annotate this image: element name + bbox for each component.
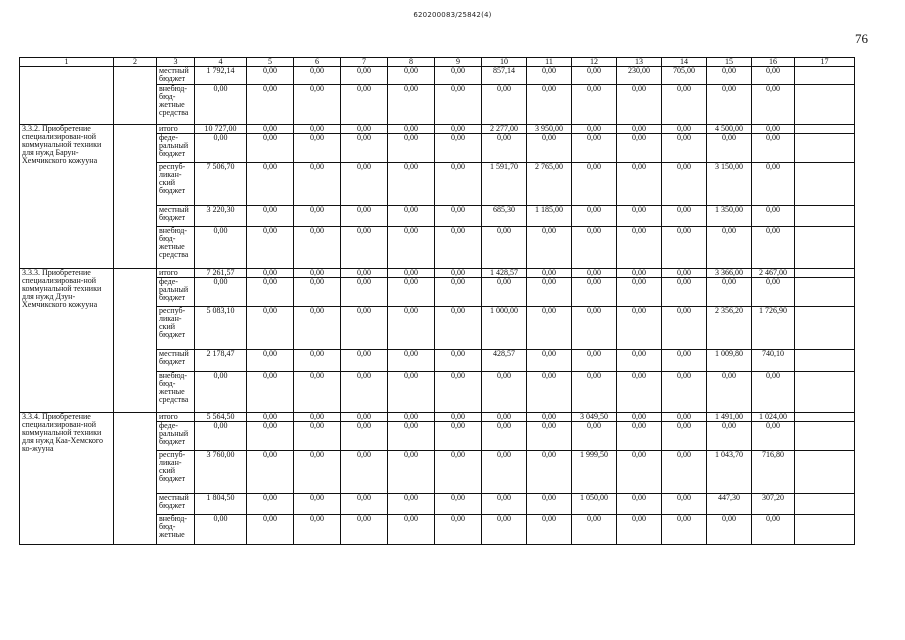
amount-cell: 0,00 — [572, 125, 617, 134]
column-number: 12 — [572, 58, 617, 67]
amount-cell: 0,00 — [294, 269, 341, 278]
column-number: 9 — [435, 58, 482, 67]
amount-cell: 0,00 — [341, 67, 388, 85]
funding-source-cell: итого — [157, 125, 195, 134]
notes-cell — [795, 372, 855, 413]
amount-cell: 0,00 — [341, 206, 388, 227]
notes-cell — [795, 494, 855, 515]
amount-cell: 0,00 — [482, 227, 527, 269]
amount-cell: 0,00 — [482, 372, 527, 413]
funding-source-cell: итого — [157, 413, 195, 422]
amount-cell: 0,00 — [482, 134, 527, 163]
amount-cell: 0,00 — [617, 125, 662, 134]
amount-cell: 0,00 — [527, 134, 572, 163]
amount-cell: 0,00 — [572, 278, 617, 307]
amount-cell: 0,00 — [527, 350, 572, 372]
amount-cell: 0,00 — [617, 372, 662, 413]
amount-cell: 0,00 — [617, 269, 662, 278]
amount-cell: 0,00 — [195, 227, 247, 269]
amount-cell: 0,00 — [662, 494, 707, 515]
amount-cell: 0,00 — [435, 134, 482, 163]
page-number: 76 — [855, 31, 868, 46]
amount-cell: 0,00 — [617, 85, 662, 125]
amount-cell: 0,00 — [294, 227, 341, 269]
notes-cell — [795, 413, 855, 422]
notes-cell — [795, 227, 855, 269]
amount-cell: 0,00 — [388, 451, 435, 494]
executor-cell — [114, 67, 157, 125]
amount-cell: 1 591,70 — [482, 163, 527, 206]
amount-cell: 0,00 — [662, 269, 707, 278]
amount-cell: 1 804,50 — [195, 494, 247, 515]
column-number: 16 — [752, 58, 795, 67]
amount-cell: 0,00 — [435, 413, 482, 422]
amount-cell: 0,00 — [527, 307, 572, 350]
amount-cell: 0,00 — [752, 163, 795, 206]
amount-cell: 0,00 — [294, 125, 341, 134]
amount-cell: 0,00 — [617, 206, 662, 227]
amount-cell: 2 356,20 — [707, 307, 752, 350]
amount-cell: 0,00 — [341, 515, 388, 545]
amount-cell: 0,00 — [247, 134, 294, 163]
notes-cell — [795, 67, 855, 85]
notes-cell — [795, 307, 855, 350]
funding-source-cell: местный бюджет — [157, 350, 195, 372]
funding-source-cell: респуб-ликан-ский бюджет — [157, 451, 195, 494]
amount-cell: 0,00 — [707, 134, 752, 163]
amount-cell: 0,00 — [572, 372, 617, 413]
amount-cell: 0,00 — [572, 85, 617, 125]
amount-cell: 0,00 — [388, 278, 435, 307]
amount-cell: 447,30 — [707, 494, 752, 515]
amount-cell: 1 009,80 — [707, 350, 752, 372]
amount-cell: 0,00 — [435, 515, 482, 545]
amount-cell: 0,00 — [752, 515, 795, 545]
amount-cell: 307,20 — [752, 494, 795, 515]
table-row — [20, 67, 855, 85]
amount-cell: 0,00 — [572, 515, 617, 545]
amount-cell: 0,00 — [388, 307, 435, 350]
amount-cell: 0,00 — [482, 85, 527, 125]
amount-cell: 0,00 — [527, 67, 572, 85]
amount-cell: 0,00 — [388, 413, 435, 422]
column-number: 2 — [114, 58, 157, 67]
amount-cell: 0,00 — [435, 422, 482, 451]
amount-cell: 0,00 — [294, 67, 341, 85]
activity-name-cell: 3.3.4. Приобретение специализирован-ной коммунальной техники для нужд Каа-Хемского ко-жууна — [20, 413, 114, 545]
budget-table — [19, 57, 855, 545]
amount-cell: 0,00 — [294, 134, 341, 163]
amount-cell: 0,00 — [662, 372, 707, 413]
amount-cell: 0,00 — [388, 85, 435, 125]
amount-cell: 0,00 — [752, 134, 795, 163]
column-number: 4 — [195, 58, 247, 67]
amount-cell: 0,00 — [435, 163, 482, 206]
amount-cell: 0,00 — [247, 350, 294, 372]
amount-cell: 0,00 — [247, 67, 294, 85]
amount-cell: 0,00 — [617, 350, 662, 372]
amount-cell: 0,00 — [388, 515, 435, 545]
amount-cell: 0,00 — [527, 85, 572, 125]
amount-cell: 0,00 — [388, 372, 435, 413]
amount-cell: 0,00 — [662, 227, 707, 269]
amount-cell: 0,00 — [752, 67, 795, 85]
funding-source-cell: внебюд-бюд-жетные средства — [157, 372, 195, 413]
amount-cell: 0,00 — [435, 494, 482, 515]
amount-cell: 3 220,30 — [195, 206, 247, 227]
amount-cell: 0,00 — [247, 494, 294, 515]
amount-cell: 3 366,00 — [707, 269, 752, 278]
funding-source-cell: феде-ральный бюджет — [157, 422, 195, 451]
amount-cell: 0,00 — [617, 494, 662, 515]
notes-cell — [795, 125, 855, 134]
amount-cell: 1 428,57 — [482, 269, 527, 278]
amount-cell: 0,00 — [341, 372, 388, 413]
amount-cell: 0,00 — [527, 413, 572, 422]
amount-cell: 0,00 — [247, 163, 294, 206]
amount-cell: 0,00 — [707, 278, 752, 307]
activity-name-cell — [20, 67, 114, 125]
amount-cell: 10 727,00 — [195, 125, 247, 134]
amount-cell: 0,00 — [707, 422, 752, 451]
amount-cell: 716,80 — [752, 451, 795, 494]
amount-cell: 0,00 — [707, 67, 752, 85]
column-number: 15 — [707, 58, 752, 67]
amount-cell: 0,00 — [527, 372, 572, 413]
amount-cell: 0,00 — [341, 227, 388, 269]
amount-cell: 740,10 — [752, 350, 795, 372]
amount-cell: 0,00 — [707, 515, 752, 545]
amount-cell: 0,00 — [662, 134, 707, 163]
amount-cell: 0,00 — [294, 413, 341, 422]
amount-cell: 1 350,00 — [707, 206, 752, 227]
amount-cell: 1 792,14 — [195, 67, 247, 85]
amount-cell: 0,00 — [294, 451, 341, 494]
amount-cell: 0,00 — [388, 350, 435, 372]
amount-cell: 0,00 — [341, 413, 388, 422]
amount-cell: 0,00 — [247, 372, 294, 413]
amount-cell: 428,57 — [482, 350, 527, 372]
amount-cell: 0,00 — [572, 269, 617, 278]
amount-cell: 1 999,50 — [572, 451, 617, 494]
amount-cell: 0,00 — [341, 134, 388, 163]
funding-source-cell: респуб-ликан-ский бюджет — [157, 307, 195, 350]
amount-cell: 0,00 — [482, 494, 527, 515]
funding-source-cell: внебюд-бюд-жетные средства — [157, 85, 195, 125]
funding-source-cell: итого — [157, 269, 195, 278]
amount-cell: 0,00 — [707, 227, 752, 269]
amount-cell: 0,00 — [388, 134, 435, 163]
amount-cell: 0,00 — [294, 422, 341, 451]
amount-cell: 7 261,57 — [195, 269, 247, 278]
amount-cell: 0,00 — [435, 372, 482, 413]
amount-cell: 0,00 — [482, 413, 527, 422]
amount-cell: 0,00 — [617, 278, 662, 307]
funding-source-cell: внебюд-бюд-жетные — [157, 515, 195, 545]
amount-cell: 1 043,70 — [707, 451, 752, 494]
amount-cell: 0,00 — [195, 515, 247, 545]
amount-cell: 1 491,00 — [707, 413, 752, 422]
amount-cell: 3 150,00 — [707, 163, 752, 206]
amount-cell: 0,00 — [341, 278, 388, 307]
column-number: 1 — [20, 58, 114, 67]
notes-cell — [795, 163, 855, 206]
amount-cell: 0,00 — [388, 227, 435, 269]
amount-cell: 0,00 — [617, 227, 662, 269]
amount-cell: 0,00 — [195, 134, 247, 163]
amount-cell: 0,00 — [572, 422, 617, 451]
amount-cell: 0,00 — [435, 278, 482, 307]
funding-source-cell: респуб-ликан-ский бюджет — [157, 163, 195, 206]
amount-cell: 0,00 — [752, 372, 795, 413]
amount-cell: 0,00 — [527, 494, 572, 515]
amount-cell: 0,00 — [341, 307, 388, 350]
amount-cell: 0,00 — [662, 413, 707, 422]
amount-cell: 7 506,70 — [195, 163, 247, 206]
activity-name-cell: 3.3.3. Приобретение специализирован-ной коммунальной техники для нужд Дзун-Хемчикского кожууна — [20, 269, 114, 413]
amount-cell: 0,00 — [247, 413, 294, 422]
amount-cell: 0,00 — [294, 163, 341, 206]
notes-cell — [795, 422, 855, 451]
amount-cell: 0,00 — [195, 372, 247, 413]
amount-cell: 0,00 — [294, 278, 341, 307]
amount-cell: 0,00 — [247, 85, 294, 125]
amount-cell: 0,00 — [341, 350, 388, 372]
amount-cell: 0,00 — [752, 227, 795, 269]
column-number: 3 — [157, 58, 195, 67]
amount-cell: 0,00 — [662, 515, 707, 545]
amount-cell: 0,00 — [195, 422, 247, 451]
amount-cell: 0,00 — [247, 125, 294, 134]
amount-cell: 705,00 — [662, 67, 707, 85]
column-number: 11 — [527, 58, 572, 67]
amount-cell: 1 000,00 — [482, 307, 527, 350]
amount-cell: 0,00 — [435, 269, 482, 278]
amount-cell: 0,00 — [662, 163, 707, 206]
document-id: 620200083/25842(4) — [413, 11, 492, 19]
amount-cell: 4 500,00 — [707, 125, 752, 134]
amount-cell: 0,00 — [617, 163, 662, 206]
amount-cell: 1 726,90 — [752, 307, 795, 350]
notes-cell — [795, 515, 855, 545]
amount-cell: 0,00 — [294, 206, 341, 227]
amount-cell: 5 083,10 — [195, 307, 247, 350]
column-number-row — [20, 58, 855, 67]
amount-cell: 1 024,00 — [752, 413, 795, 422]
amount-cell: 0,00 — [617, 307, 662, 350]
notes-cell — [795, 85, 855, 125]
amount-cell: 2 277,00 — [482, 125, 527, 134]
amount-cell: 0,00 — [388, 125, 435, 134]
amount-cell: 1 050,00 — [572, 494, 617, 515]
amount-cell: 0,00 — [572, 307, 617, 350]
funding-source-cell: местный бюджет — [157, 494, 195, 515]
notes-cell — [795, 206, 855, 227]
amount-cell: 0,00 — [482, 451, 527, 494]
amount-cell: 0,00 — [435, 206, 482, 227]
amount-cell: 0,00 — [707, 85, 752, 125]
amount-cell: 1 185,00 — [527, 206, 572, 227]
notes-cell — [795, 350, 855, 372]
amount-cell: 0,00 — [195, 85, 247, 125]
amount-cell: 0,00 — [572, 134, 617, 163]
column-number: 13 — [617, 58, 662, 67]
amount-cell: 5 564,50 — [195, 413, 247, 422]
amount-cell: 3 049,50 — [572, 413, 617, 422]
amount-cell: 0,00 — [662, 350, 707, 372]
amount-cell: 0,00 — [294, 372, 341, 413]
amount-cell: 230,00 — [617, 67, 662, 85]
amount-cell: 0,00 — [752, 278, 795, 307]
amount-cell: 0,00 — [294, 85, 341, 125]
amount-cell: 0,00 — [388, 163, 435, 206]
amount-cell: 0,00 — [341, 269, 388, 278]
amount-cell: 0,00 — [572, 163, 617, 206]
amount-cell: 0,00 — [662, 307, 707, 350]
amount-cell: 0,00 — [707, 372, 752, 413]
executor-cell — [114, 269, 157, 413]
amount-cell: 0,00 — [662, 422, 707, 451]
amount-cell: 0,00 — [388, 494, 435, 515]
amount-cell: 0,00 — [341, 422, 388, 451]
amount-cell: 0,00 — [662, 206, 707, 227]
amount-cell: 0,00 — [247, 278, 294, 307]
amount-cell: 0,00 — [482, 515, 527, 545]
column-number: 10 — [482, 58, 527, 67]
amount-cell: 0,00 — [527, 227, 572, 269]
column-number: 14 — [662, 58, 707, 67]
amount-cell: 3 760,00 — [195, 451, 247, 494]
amount-cell: 0,00 — [435, 85, 482, 125]
notes-cell — [795, 451, 855, 494]
funding-source-cell: внебюд-бюд-жетные средства — [157, 227, 195, 269]
amount-cell: 0,00 — [752, 125, 795, 134]
amount-cell: 2 467,00 — [752, 269, 795, 278]
amount-cell: 0,00 — [247, 515, 294, 545]
amount-cell: 3 950,00 — [527, 125, 572, 134]
amount-cell: 0,00 — [435, 227, 482, 269]
amount-cell: 0,00 — [617, 422, 662, 451]
amount-cell: 857,14 — [482, 67, 527, 85]
amount-cell: 2 765,00 — [527, 163, 572, 206]
amount-cell: 0,00 — [617, 515, 662, 545]
amount-cell: 0,00 — [341, 451, 388, 494]
column-number: 6 — [294, 58, 341, 67]
amount-cell: 0,00 — [572, 67, 617, 85]
amount-cell: 0,00 — [435, 307, 482, 350]
funding-source-cell: феде-ральный бюджет — [157, 134, 195, 163]
amount-cell: 0,00 — [662, 125, 707, 134]
amount-cell: 0,00 — [527, 422, 572, 451]
executor-cell — [114, 413, 157, 545]
column-number: 8 — [388, 58, 435, 67]
notes-cell — [795, 134, 855, 163]
table-body — [20, 58, 855, 545]
amount-cell: 0,00 — [527, 278, 572, 307]
amount-cell: 0,00 — [294, 350, 341, 372]
amount-cell: 0,00 — [247, 206, 294, 227]
amount-cell: 0,00 — [388, 206, 435, 227]
table-row — [20, 413, 855, 422]
amount-cell: 0,00 — [482, 422, 527, 451]
amount-cell: 0,00 — [294, 307, 341, 350]
amount-cell: 0,00 — [247, 307, 294, 350]
amount-cell: 0,00 — [572, 350, 617, 372]
amount-cell: 0,00 — [247, 422, 294, 451]
amount-cell: 0,00 — [341, 85, 388, 125]
amount-cell: 0,00 — [482, 278, 527, 307]
amount-cell: 0,00 — [572, 227, 617, 269]
amount-cell: 0,00 — [294, 515, 341, 545]
amount-cell: 0,00 — [662, 278, 707, 307]
amount-cell: 0,00 — [341, 494, 388, 515]
amount-cell: 0,00 — [388, 269, 435, 278]
amount-cell: 0,00 — [752, 85, 795, 125]
amount-cell: 0,00 — [527, 515, 572, 545]
amount-cell: 0,00 — [341, 125, 388, 134]
activity-name-cell: 3.3.2. Приобретение специализирован-ной коммунальной техники для нужд Барун-Хемчикского кожууна — [20, 125, 114, 269]
column-number: 5 — [247, 58, 294, 67]
amount-cell: 0,00 — [435, 350, 482, 372]
table-row — [20, 125, 855, 134]
amount-cell: 0,00 — [435, 451, 482, 494]
table-row — [20, 269, 855, 278]
amount-cell: 0,00 — [341, 163, 388, 206]
amount-cell: 0,00 — [527, 269, 572, 278]
amount-cell: 0,00 — [294, 494, 341, 515]
amount-cell: 0,00 — [435, 67, 482, 85]
column-number: 7 — [341, 58, 388, 67]
amount-cell: 0,00 — [617, 451, 662, 494]
amount-cell: 0,00 — [247, 451, 294, 494]
amount-cell: 685,30 — [482, 206, 527, 227]
amount-cell: 2 178,47 — [195, 350, 247, 372]
amount-cell: 0,00 — [617, 413, 662, 422]
amount-cell: 0,00 — [752, 422, 795, 451]
amount-cell: 0,00 — [247, 227, 294, 269]
amount-cell: 0,00 — [572, 206, 617, 227]
amount-cell: 0,00 — [752, 206, 795, 227]
funding-source-cell: феде-ральный бюджет — [157, 278, 195, 307]
amount-cell: 0,00 — [388, 422, 435, 451]
amount-cell: 0,00 — [435, 125, 482, 134]
column-number: 17 — [795, 58, 855, 67]
funding-source-cell: местный бюджет — [157, 67, 195, 85]
amount-cell: 0,00 — [662, 451, 707, 494]
funding-source-cell: местный бюджет — [157, 206, 195, 227]
amount-cell: 0,00 — [617, 134, 662, 163]
notes-cell — [795, 278, 855, 307]
amount-cell: 0,00 — [527, 451, 572, 494]
amount-cell: 0,00 — [662, 85, 707, 125]
amount-cell: 0,00 — [388, 67, 435, 85]
amount-cell: 0,00 — [195, 278, 247, 307]
executor-cell — [114, 125, 157, 269]
amount-cell: 0,00 — [247, 269, 294, 278]
notes-cell — [795, 269, 855, 278]
